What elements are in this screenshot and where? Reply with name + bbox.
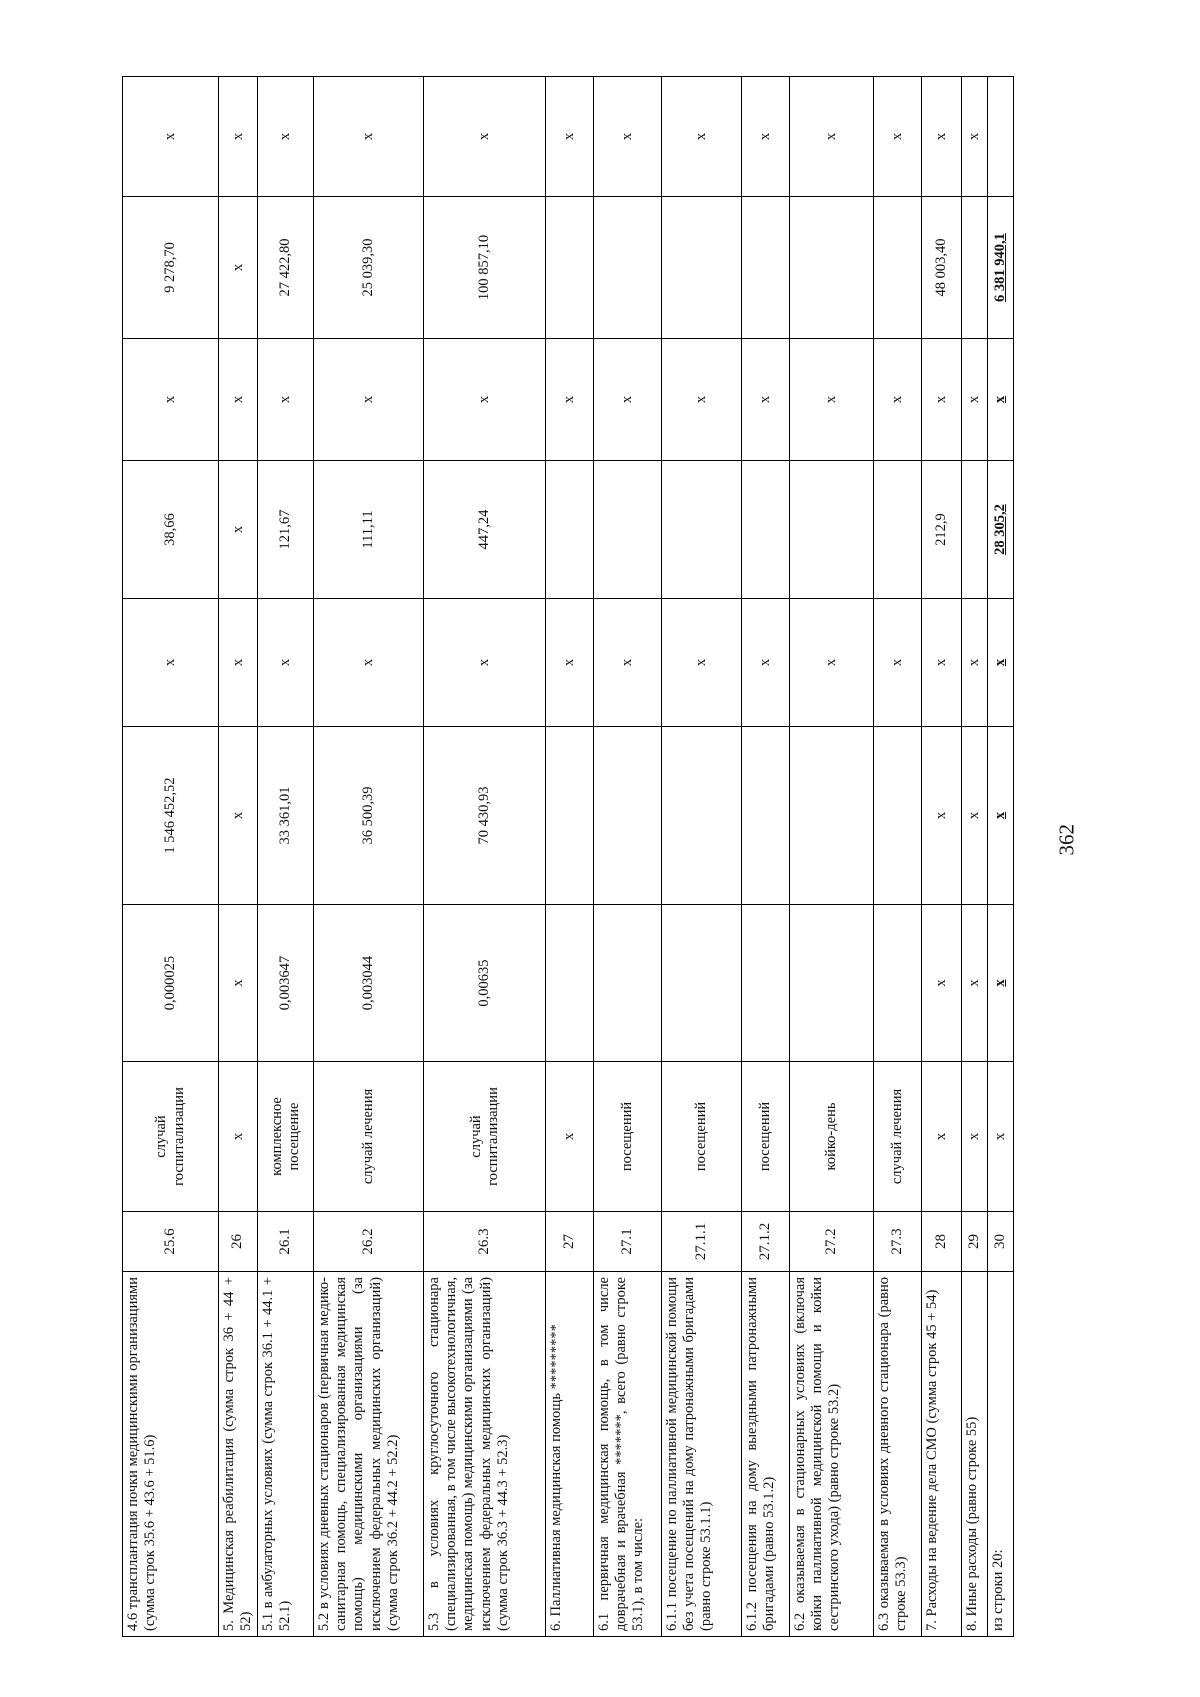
row-label-cell <box>219 1272 258 1637</box>
value-cell-c7 <box>546 339 594 461</box>
value-cell-c7 <box>258 339 314 461</box>
value-cell-c8 <box>594 197 662 339</box>
cell-text: 121,67 <box>277 509 294 550</box>
value-cell-c5 <box>742 599 790 727</box>
row-code-cell <box>874 1212 922 1272</box>
value-cell-c8 <box>258 197 314 339</box>
cell-text: 25 039,30 <box>360 238 377 297</box>
value-cell-c7 <box>922 339 962 461</box>
cell-text: x <box>229 1132 246 1141</box>
row-code-cell <box>594 1212 662 1272</box>
value-cell-c9 <box>546 77 594 197</box>
row-label-cell <box>314 1272 424 1637</box>
value-cell-c7 <box>988 339 1014 461</box>
cell-text: 33 361,01 <box>277 786 294 845</box>
table-row <box>314 77 424 1637</box>
row-label-cell <box>874 1272 922 1637</box>
cell-text: 28 305,2 <box>992 504 1009 555</box>
cell-text: x <box>966 658 983 667</box>
table-row <box>662 77 742 1637</box>
value-cell-c7 <box>790 339 874 461</box>
row-code-cell <box>790 1212 874 1272</box>
cell-text: x <box>966 395 983 404</box>
cell-text: 6.1.2 посещения на дому выездными патронажными бригадами (равно 53.1.2) <box>744 1277 778 1631</box>
value-cell-c3 <box>922 905 962 1062</box>
unit-cell <box>790 1062 874 1212</box>
value-cell-c7 <box>424 339 546 461</box>
row-label-cell <box>546 1272 594 1637</box>
cell-text: 25.6 <box>161 1228 178 1255</box>
value-cell-c9 <box>962 77 988 197</box>
cell-text: 27.1.1 <box>692 1222 709 1261</box>
cell-text: x <box>561 395 578 404</box>
cell-text: x <box>161 132 178 141</box>
row-code-cell <box>314 1212 424 1272</box>
cell-text: x <box>757 395 774 404</box>
value-cell-c8 <box>662 197 742 339</box>
value-cell-c3 <box>314 905 424 1062</box>
value-cell-c4 <box>874 727 922 905</box>
cell-text: x <box>360 132 377 141</box>
cell-text: x <box>757 132 774 141</box>
cell-text: посещений <box>757 1101 774 1172</box>
cell-text: x <box>277 395 294 404</box>
value-cell-c3 <box>258 905 314 1062</box>
value-cell-c9 <box>594 77 662 197</box>
cell-text: x <box>229 525 246 534</box>
row-code-cell <box>662 1212 742 1272</box>
value-cell-c6 <box>219 461 258 599</box>
cell-text: посещений <box>693 1101 710 1172</box>
unit-cell <box>546 1062 594 1212</box>
cell-text: 26.3 <box>475 1228 492 1255</box>
cell-text: 5. Медицинская реабилитация (сумма строк 36 + 44 + 52) <box>221 1277 255 1631</box>
row-label-cell <box>594 1272 662 1637</box>
table-row <box>424 77 546 1637</box>
cell-text: 447,24 <box>476 509 493 550</box>
cell-text: x <box>229 263 246 272</box>
row-code-cell <box>123 1212 219 1272</box>
cell-text: x <box>992 979 1009 987</box>
cell-text: койко-день <box>823 1102 840 1171</box>
value-cell-c9 <box>922 77 962 197</box>
cell-text: 29 <box>965 1234 982 1249</box>
value-cell-c7 <box>314 339 424 461</box>
cell-text: 6.3 оказываемая в условиях дневного стационара (равно строке 53.3) <box>876 1277 910 1631</box>
table-row <box>988 77 1014 1637</box>
value-cell-c5 <box>314 599 424 727</box>
cell-text: 26.2 <box>359 1228 376 1255</box>
value-cell-c9 <box>742 77 790 197</box>
cell-text: 8. Иные расходы (равно строке 55) <box>964 1416 981 1631</box>
unit-cell <box>962 1062 988 1212</box>
cell-text: 6.2 оказываемая в стационарных условиях (включая койки паллиативной медицинской помощи и койки сестринского ухода) (равно строке 53.2) <box>792 1277 843 1631</box>
table-body <box>123 77 1014 1637</box>
table-row <box>874 77 922 1637</box>
cell-text: 36 500,39 <box>360 786 377 845</box>
unit-cell <box>123 1062 219 1212</box>
cell-text: x <box>561 658 578 667</box>
cell-text: 6. Паллиативная медицинская помощь ********* <box>548 1324 565 1631</box>
value-cell-c6 <box>874 461 922 599</box>
value-cell-c6 <box>424 461 546 599</box>
value-cell-c4 <box>219 727 258 905</box>
value-cell-c3 <box>594 905 662 1062</box>
row-code-cell <box>962 1212 988 1272</box>
value-cell-c4 <box>314 727 424 905</box>
value-cell-c6 <box>123 461 219 599</box>
value-cell-c9 <box>123 77 219 197</box>
cell-text: x <box>229 395 246 404</box>
value-cell-c4 <box>962 727 988 905</box>
unit-cell <box>988 1062 1014 1212</box>
cell-text: x <box>966 979 983 987</box>
cell-text: 1 546 452,52 <box>161 777 178 854</box>
cell-text: 212,9 <box>933 513 950 546</box>
value-cell-c7 <box>662 339 742 461</box>
cell-text: 9 278,70 <box>161 242 178 293</box>
cell-text: 26.1 <box>276 1228 293 1255</box>
value-cell-c4 <box>424 727 546 905</box>
cell-text: 26 <box>229 1234 246 1249</box>
value-cell-c7 <box>594 339 662 461</box>
cell-text: x <box>823 658 840 667</box>
cell-text: x <box>933 979 950 987</box>
cell-text: x <box>693 658 710 667</box>
unit-cell <box>922 1062 962 1212</box>
value-cell-c4 <box>988 727 1014 905</box>
cell-text: x <box>966 132 983 141</box>
cell-text: x <box>476 658 493 667</box>
cell-text: комплексное посещение <box>268 1097 302 1176</box>
value-cell-c4 <box>258 727 314 905</box>
cell-text: x <box>933 395 950 404</box>
value-cell-c9 <box>219 77 258 197</box>
value-cell-c5 <box>662 599 742 727</box>
cell-text: x <box>360 395 377 404</box>
cell-text: 27.2 <box>822 1228 839 1255</box>
cell-text: x <box>277 658 294 667</box>
cell-text: случай госпитализации <box>467 1087 501 1186</box>
cell-text: 5.2 в условиях дневных стационаров (первичная медико-санитарная помощь, специализированная медицинская помощь) медицинскими организациями (за исключением федеральных медицинских организаций) (сумма строк 36.2 + 44.2 + 52.2) <box>316 1277 401 1631</box>
cell-text: x <box>561 1132 578 1141</box>
value-cell-c3 <box>874 905 922 1062</box>
cell-text: 28 <box>932 1234 949 1249</box>
value-cell-c3 <box>662 905 742 1062</box>
value-cell-c8 <box>922 197 962 339</box>
cell-text: x <box>161 658 178 667</box>
cell-text: x <box>992 658 1009 667</box>
cell-text: x <box>619 658 636 667</box>
value-cell-c7 <box>123 339 219 461</box>
table-row <box>546 77 594 1637</box>
cell-text: из строки 20: <box>990 1549 1007 1631</box>
table-row <box>962 77 988 1637</box>
value-cell-c3 <box>123 905 219 1062</box>
cell-text: x <box>161 395 178 404</box>
cell-text: x <box>966 1132 983 1141</box>
cell-text: x <box>889 658 906 667</box>
unit-cell <box>314 1062 424 1212</box>
cell-text: x <box>277 132 294 141</box>
cell-text: x <box>476 395 493 404</box>
value-cell-c6 <box>988 461 1014 599</box>
cell-text: 48 003,40 <box>933 238 950 297</box>
value-cell-c8 <box>123 197 219 339</box>
row-code-cell <box>988 1212 1014 1272</box>
cell-text: 6.1 первичная медицинская помощь, в том числе доврачебная и врачебная *******, всего (равно строке 53.1), в том числе: <box>596 1277 647 1631</box>
value-cell-c5 <box>546 599 594 727</box>
cell-text: x <box>693 395 710 404</box>
cell-text: x <box>889 132 906 141</box>
cell-text: случай госпитализации <box>153 1087 187 1186</box>
value-cell-c5 <box>424 599 546 727</box>
unit-cell <box>874 1062 922 1212</box>
value-cell-c8 <box>742 197 790 339</box>
value-cell-c5 <box>962 599 988 727</box>
value-cell-c9 <box>790 77 874 197</box>
cell-text: 4.6 трансплантация почки медицинскими организациями (сумма строк 35.6 + 43.6 + 51.6) <box>125 1277 159 1631</box>
table-row <box>922 77 962 1637</box>
value-cell-c7 <box>219 339 258 461</box>
value-cell-c5 <box>219 599 258 727</box>
cell-text: 0,00635 <box>476 959 493 1007</box>
value-cell-c9 <box>258 77 314 197</box>
cell-text: 38,66 <box>161 513 178 546</box>
unit-cell <box>742 1062 790 1212</box>
row-label-cell <box>790 1272 874 1637</box>
row-code-cell <box>219 1212 258 1272</box>
row-label-cell <box>424 1272 546 1637</box>
table-row <box>790 77 874 1637</box>
unit-cell <box>594 1062 662 1212</box>
unit-cell <box>662 1062 742 1212</box>
value-cell-c6 <box>258 461 314 599</box>
cell-text: x <box>229 811 246 820</box>
row-code-cell <box>258 1212 314 1272</box>
value-cell-c4 <box>922 727 962 905</box>
value-cell-c8 <box>219 197 258 339</box>
value-cell-c9 <box>988 77 1014 197</box>
unit-cell <box>258 1062 314 1212</box>
cell-text: 111,11 <box>360 510 377 549</box>
value-cell-c4 <box>742 727 790 905</box>
cell-text: x <box>992 395 1009 404</box>
row-code-cell <box>742 1212 790 1272</box>
value-cell-c5 <box>258 599 314 727</box>
cell-text: x <box>476 132 493 141</box>
cell-text: 5.1 в амбулаторных условиях (сумма строк 36.1 + 44.1 + 52.1) <box>260 1277 294 1631</box>
cell-text: x <box>933 1132 950 1141</box>
row-label-cell <box>123 1272 219 1637</box>
table-row <box>123 77 219 1637</box>
value-cell-c5 <box>922 599 962 727</box>
cell-text: x <box>933 658 950 667</box>
cell-text: 30 <box>991 1234 1008 1249</box>
cell-text: x <box>966 811 983 820</box>
value-cell-c7 <box>962 339 988 461</box>
value-cell-c6 <box>314 461 424 599</box>
cell-text: 5.3 в условиях круглосуточного стационара (специализированная, в том числе высокотехнологичная, медицинская помощь) медицинскими организациями (за исключением федеральных медицинских организаций) (сумма строк 36.3 + 44.3 + 52.3) <box>426 1277 511 1631</box>
value-cell-c6 <box>790 461 874 599</box>
value-cell-c6 <box>594 461 662 599</box>
cell-text: 0,003044 <box>360 955 377 1011</box>
value-cell-c3 <box>962 905 988 1062</box>
value-cell-c6 <box>962 461 988 599</box>
cell-text: x <box>619 395 636 404</box>
value-cell-c5 <box>874 599 922 727</box>
cell-text: x <box>229 132 246 141</box>
cell-text: x <box>757 658 774 667</box>
value-cell-c4 <box>546 727 594 905</box>
row-label-cell <box>742 1272 790 1637</box>
cell-text: 6 381 940,1 <box>992 233 1009 302</box>
value-cell-c4 <box>123 727 219 905</box>
value-cell-c4 <box>662 727 742 905</box>
rotated-page-content <box>122 77 1014 1637</box>
value-cell-c6 <box>922 461 962 599</box>
value-cell-c3 <box>546 905 594 1062</box>
value-cell-c8 <box>424 197 546 339</box>
cell-text: посещений <box>619 1101 636 1172</box>
value-cell-c7 <box>742 339 790 461</box>
cell-text: x <box>693 132 710 141</box>
value-cell-c8 <box>314 197 424 339</box>
cell-text: x <box>933 132 950 141</box>
unit-cell <box>424 1062 546 1212</box>
cell-text: случай лечения <box>889 1088 906 1185</box>
value-cell-c3 <box>790 905 874 1062</box>
cell-text: 27.1.2 <box>756 1222 773 1261</box>
value-cell-c9 <box>874 77 922 197</box>
row-label-cell <box>988 1272 1014 1637</box>
cell-text: x <box>823 395 840 404</box>
page-number: 362 <box>1054 824 1079 856</box>
cell-text: x <box>619 132 636 141</box>
cell-text: x <box>823 132 840 141</box>
cell-text: 6.1.1 посещение по паллиативной медицинской помощи без учета посещений на дому патронажными бригадами (равно строке 53.1.1) <box>664 1277 715 1631</box>
value-cell-c8 <box>790 197 874 339</box>
value-cell-c7 <box>874 339 922 461</box>
value-cell-c6 <box>546 461 594 599</box>
cell-text: 7. Расходы на ведение дела СМО (сумма строк 45 + 54) <box>924 1289 941 1631</box>
value-cell-c8 <box>546 197 594 339</box>
value-cell-c4 <box>790 727 874 905</box>
cell-text: 100 857,10 <box>476 234 493 301</box>
value-cell-c3 <box>424 905 546 1062</box>
cell-text: x <box>229 979 246 987</box>
cell-text: x <box>992 1132 1009 1141</box>
cell-text: x <box>889 395 906 404</box>
cell-text: 27.1 <box>618 1228 635 1255</box>
value-cell-c8 <box>962 197 988 339</box>
row-label-cell <box>962 1272 988 1637</box>
row-label-cell <box>258 1272 314 1637</box>
funding-table <box>122 76 1014 1637</box>
row-label-cell <box>922 1272 962 1637</box>
cell-text: 27 422,80 <box>277 238 294 297</box>
value-cell-c3 <box>219 905 258 1062</box>
row-code-cell <box>922 1212 962 1272</box>
cell-text: x <box>992 811 1009 820</box>
cell-text: 27.3 <box>888 1228 905 1255</box>
value-cell-c3 <box>742 905 790 1062</box>
unit-cell <box>219 1062 258 1212</box>
value-cell-c5 <box>988 599 1014 727</box>
value-cell-c8 <box>988 197 1014 339</box>
value-cell-c4 <box>594 727 662 905</box>
row-code-cell <box>424 1212 546 1272</box>
cell-text: 70 430,93 <box>476 786 493 845</box>
value-cell-c6 <box>742 461 790 599</box>
cell-text: случай лечения <box>360 1088 377 1185</box>
row-code-cell <box>546 1212 594 1272</box>
table-row <box>742 77 790 1637</box>
value-cell-c5 <box>123 599 219 727</box>
cell-text: x <box>561 132 578 141</box>
cell-text: 0,003647 <box>277 955 294 1011</box>
table-row <box>594 77 662 1637</box>
value-cell-c9 <box>662 77 742 197</box>
value-cell-c9 <box>424 77 546 197</box>
table-row <box>258 77 314 1637</box>
value-cell-c5 <box>790 599 874 727</box>
value-cell-c6 <box>662 461 742 599</box>
value-cell-c8 <box>874 197 922 339</box>
cell-text: x <box>933 811 950 820</box>
value-cell-c9 <box>314 77 424 197</box>
value-cell-c3 <box>988 905 1014 1062</box>
row-label-cell <box>662 1272 742 1637</box>
cell-text: 27 <box>560 1234 577 1249</box>
cell-text: 0,000025 <box>161 955 178 1011</box>
cell-text: x <box>360 658 377 667</box>
value-cell-c5 <box>594 599 662 727</box>
cell-text: x <box>229 658 246 667</box>
table-row <box>219 77 258 1637</box>
